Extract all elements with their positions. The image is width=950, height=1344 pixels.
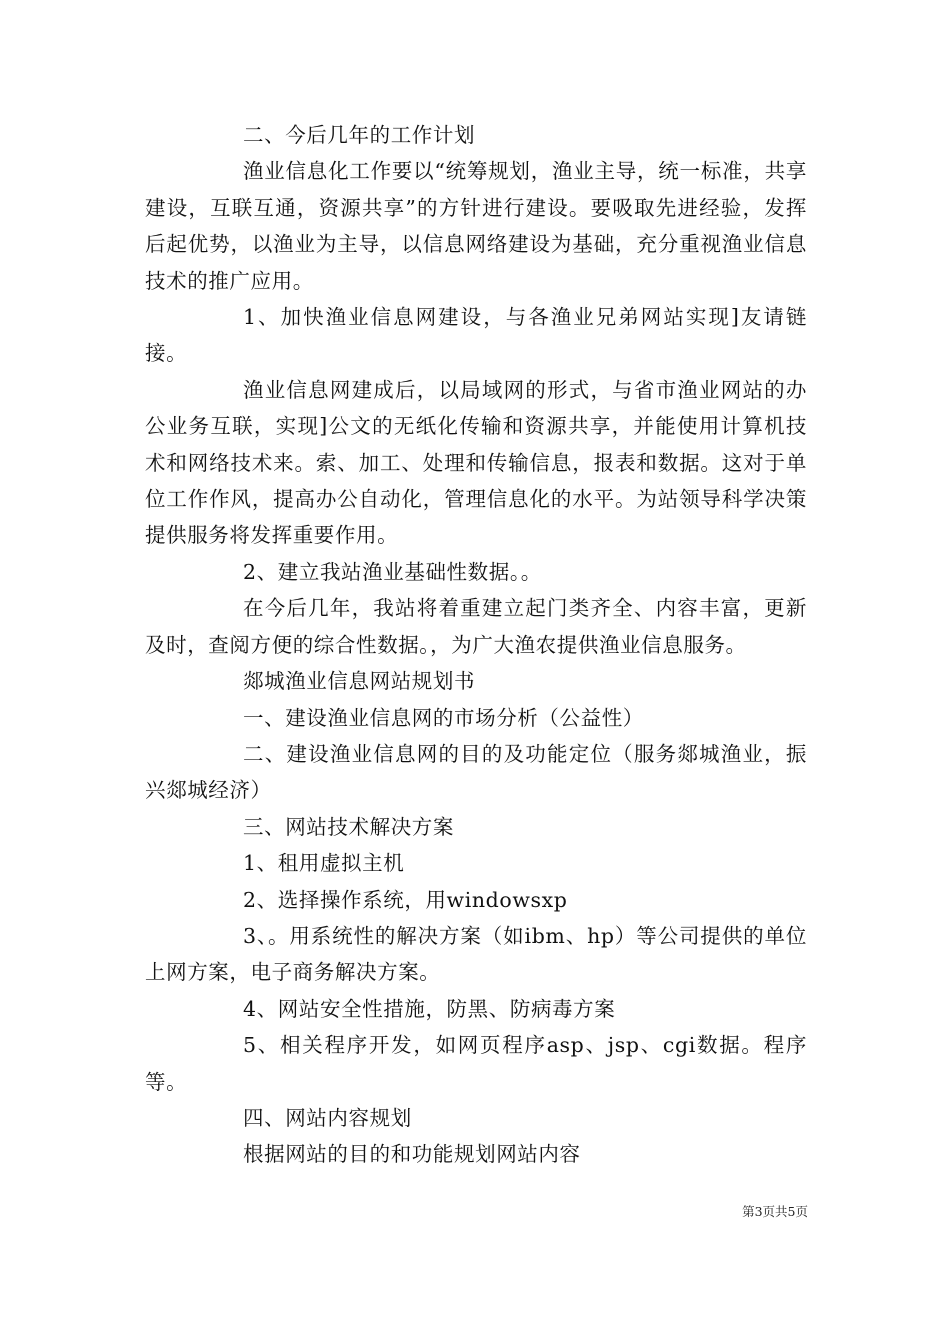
paragraph-policy: 渔业信息化工作要以“统筹规划，渔业主导，统一标准，共享建设，互联互通，资源共享”的方针进行建设。要吸取先进经验，发挥后起优势，以渔业为主导，以信息网络建设为基础，充分重视渔业信息技术的推广应用。: [145, 159, 807, 293]
item-1-network-construction: 1、加快渔业信息网建设，与各渔业兄弟网站实现]友请链接。: [145, 305, 807, 366]
page-indicator: 第3页共5页: [742, 1204, 808, 1219]
paragraph-database-plan: 在今后几年，我站将着重建立起门类齐全、内容丰富，更新及时，查阅方便的综合性数据。，为广大渔农提供渔业信息服务。: [145, 596, 807, 657]
document-body: [145, 117, 807, 1173]
item-program-development: 5、相关程序开发，如网页程序asp、jsp、cgi数据。程序等。: [145, 1033, 807, 1094]
item-virtual-host: 1、租用虚拟主机: [243, 851, 405, 876]
paragraph-content-planning: 根据网站的目的和功能规划网站内容: [243, 1142, 581, 1167]
section-title-planning: 郯城渔业信息网站规划书: [243, 669, 476, 694]
item-solution-vendors: 3、。用系统性的解决方案（如ibm、hp）等公司提供的单位上网方案，电子商务解决方案。: [145, 923, 807, 985]
heading-market-analysis: 一、建设渔业信息网的市场分析（公益性）: [243, 705, 644, 730]
item-2-database: 2、建立我站渔业基础性数据。。: [243, 559, 542, 584]
heading-technical-solution: 三、网站技术解决方案: [243, 814, 454, 839]
heading-purpose: 二、建设渔业信息网的目的及功能定位（服务郯城渔业，振兴郯城经济）: [145, 741, 807, 803]
heading-content-planning: 四、网站内容规划: [243, 1105, 412, 1130]
item-operating-system: 2、选择操作系统，用windowsxp: [243, 887, 568, 912]
heading-work-plan: 二、今后几年的工作计划: [243, 123, 476, 147]
item-security: 4、网站安全性措施，防黑、防病毒方案: [243, 996, 616, 1021]
paragraph-network-benefits: 渔业信息网建成后，以局域网的形式，与省市渔业网站的办公业务互联，实现]公文的无纸化传输和资源共享，并能使用计算机技术和网络技术来。索、加工、处理和传输信息，报表和数据。这对于单位工作作风，提高办公自动化，管理信息化的水平。为站领导科学决策提供服务将发挥重要作用。: [145, 377, 807, 548]
